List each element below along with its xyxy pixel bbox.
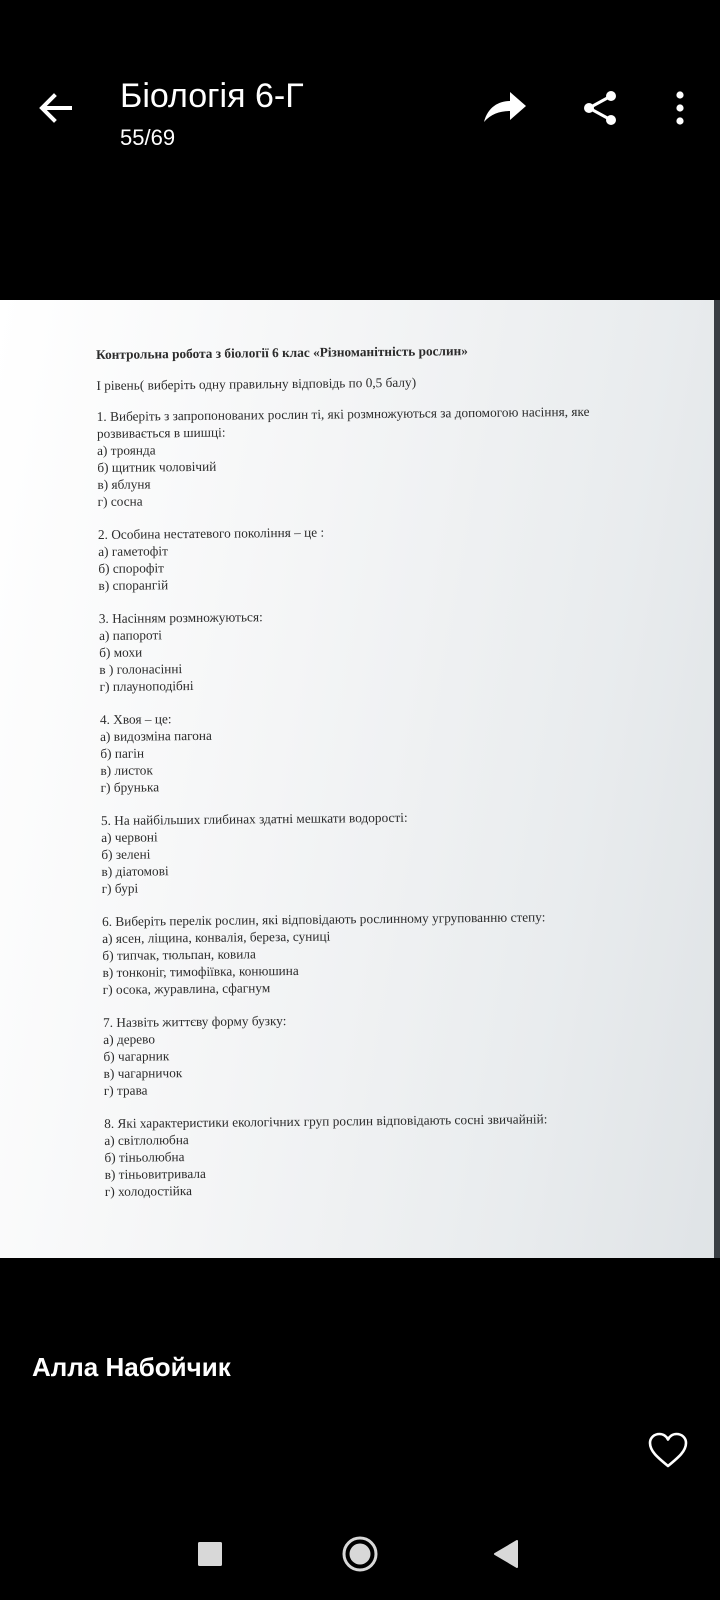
answer-option: в) чагарничок [103,1065,183,1081]
answer-option: б) чагарник [103,1048,170,1064]
system-navigation-bar [0,1500,720,1600]
answer-option: в) тіньовитривала [104,1165,206,1182]
question-block [104,1109,665,1200]
back-button[interactable] [28,80,84,136]
question-text: 5. На найбільших глибинах здатні мешкати водорості: [100,809,408,828]
answer-option: а) гаметофіт [98,543,168,559]
back-arrow-icon [36,88,76,128]
answer-option: г) осока, журавлина, сфагнум [102,980,271,997]
question-text: 2. Особина нестатевого покоління – це : [97,524,325,542]
top-bar [0,0,720,230]
question-block [103,1008,664,1099]
circle-home-icon [341,1535,379,1573]
album-title: Біологія 6-Г [120,77,304,115]
recents-button[interactable] [180,1524,240,1584]
home-button[interactable] [330,1524,390,1584]
title-block [120,76,304,152]
like-button[interactable] [644,1426,692,1474]
question-block [101,806,662,897]
question-block [98,520,659,594]
author-name[interactable]: Алла Набойчик [32,1352,231,1382]
answer-option: б) пагін [100,745,145,761]
question-text: 7. Назвіть життєву форму бузку: [103,1013,287,1030]
question-text: 8. Які характеристики екологічних груп рослин відповідають сосні звичайній: [104,1111,548,1131]
answer-option: в ) голонасінні [99,661,183,677]
answer-option: г) бурі [101,880,139,896]
answer-option: г) сосна [97,493,143,509]
answer-option: г) брунька [100,779,160,795]
answer-option: б) щитник чоловічий [97,458,217,475]
answer-option: в) діатомові [101,863,169,879]
share-icon [580,88,620,128]
answer-option: б) спорофіт [98,560,165,576]
document-title: Контрольна робота з біології 6 клас «Різноманітність рослин» [96,343,468,362]
document-level: І рівень( виберіть одну правильну відповідь по 0,5 балу) [96,374,417,393]
answer-option: б) зелені [101,846,151,862]
answer-option: г) трава [103,1082,148,1098]
share-button[interactable] [572,80,628,136]
answer-option: а) ясен, ліщина, конвалія, береза, суниці [102,928,331,946]
triangle-back-icon [493,1539,519,1569]
answer-option: в) тонконіг, тимофіївка, конюшина [102,962,299,980]
answer-option: б) типчак, тюльпан, ковила [102,946,256,963]
question-text: 4. Хвоя – це: [99,711,172,727]
answer-option: а) троянда [97,442,156,458]
square-recents-icon [197,1541,223,1567]
question-block [100,705,661,796]
document-text [96,340,665,1216]
answer-option: в) яблуня [97,476,151,492]
answer-option: б) мохи [99,644,143,660]
forward-share-icon [480,88,528,128]
answer-option: в) спорангій [98,577,169,593]
question-block [102,907,663,998]
more-vert-icon [674,90,686,126]
nav-back-button[interactable] [476,1524,536,1584]
answer-option: а) папороті [98,627,162,643]
photo-counter: 55/69 [120,125,176,150]
answer-option: а) видозміна пагона [100,727,212,744]
answer-option: в) листок [100,762,153,778]
question-block [97,402,658,510]
question-text: 6. Виберіть перелік рослин, які відповідають рослинному угрупованню степу: [101,909,546,929]
heart-outline-icon [647,1431,689,1469]
question-text: 3. Насінням розмножуються: [98,609,263,626]
forward-button[interactable] [476,80,532,136]
photo-image[interactable] [0,300,720,1258]
question-text: розвивається в шишці: [96,424,226,441]
more-options-button[interactable] [652,80,708,136]
answer-option: г) холодостійка [104,1183,193,1199]
answer-option: г) плауноподібні [99,677,194,694]
answer-option: б) тіньолюбна [104,1149,185,1165]
answer-option: а) червоні [101,829,158,845]
answer-option: а) дерево [103,1031,156,1047]
question-text: 1. Виберіть з запропонованих рослин ті, які розмножуються за допомогою насіння, яке [96,403,590,424]
question-block [99,604,660,695]
answer-option: а) світлолюбна [104,1132,189,1148]
